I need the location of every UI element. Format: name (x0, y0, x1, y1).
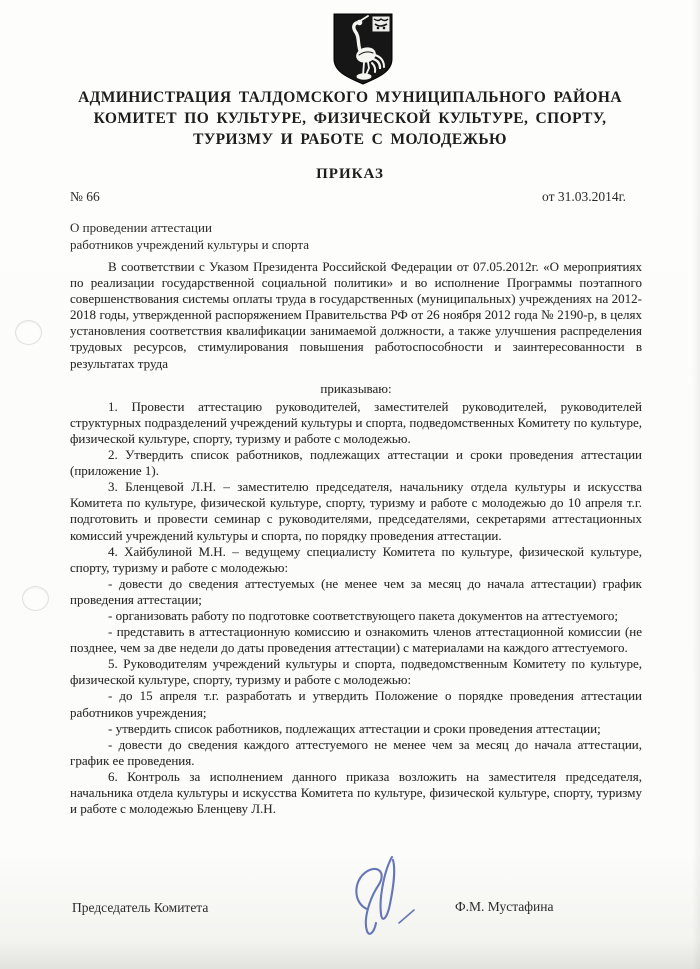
coat-of-arms-icon (333, 13, 393, 85)
order-subitem: - организовать работу по подготовке соответствующего пакета документов на аттестуемого; (108, 607, 619, 623)
subject-line-2: работников учреждений культуры и спорта (70, 237, 309, 252)
order-body (70, 259, 642, 817)
organization-header (0, 87, 700, 150)
signature-name: Ф.М. Мустафина (455, 899, 554, 914)
canton-crest (372, 16, 390, 32)
hole-punch-top (15, 320, 42, 345)
signature-role: Председатель Комитета (72, 900, 209, 915)
order-item: 5. Руководителям учреждений культуры и спорта, подведомственным Комитету по культуре, физической культуре, спорту, туризму и работе с молодежью: (70, 656, 642, 688)
order-number-row (70, 189, 626, 205)
order-subitem: - довести до сведения аттестуемых (не менее чем за месяц до начала аттестации) график проведения аттестации; (70, 575, 642, 607)
subject-line-1: О проведении аттестации (70, 220, 212, 235)
order-item: 1. Провести аттестацию руководителей, заместителей руководителей, руководителей структурных подразделений учреждений культуры и спорта, подведомственных Комитету по культуре, физической культуре, спорту, туризму и работе с молодежью. (70, 398, 642, 446)
decree-word: приказываю: (320, 380, 392, 396)
header-line-1: АДМИНИСТРАЦИЯ ТАЛДОМСКОГО МУНИЦИПАЛЬНОГО РАЙОНА (78, 89, 622, 106)
preamble-paragraph: В соответствии с Указом Президента Российской Федерации от 07.05.2012г. «О мероприятиях по реализации государственной социальной политики» и во исполнение Программы поэтапного совершенствования системы оплаты труда в государственных (муниципальных) учреждениях на 2012-2018 годы, утвержденной распоряжением Правительства РФ от 26 ноября 2012 года № 2190-р, в целях установления соответствия квалификации занимаемой должности, а также улучшения распределения трудовых ресурсов, стимулирования повышения работоспособности и заинтересованности в результатах труда (70, 259, 642, 371)
header-line-2: КОМИТЕТ ПО КУЛЬТУРЕ, ФИЗИЧЕСКОЙ КУЛЬТУРЕ, СПОРТУ, (93, 110, 607, 127)
order-subitem: - до 15 апреля т.г. разработать и утвердить Положение о порядке проведения аттестации работников учреждения; (70, 688, 642, 720)
order-subject (70, 219, 490, 253)
order-subitem: - представить в аттестационную комиссию и ознакомить членов аттестационной комиссии (не позднее, чем за две недели до даты проведения аттестации) с материалами на каждого аттестуемого. (70, 624, 642, 656)
order-item: 3. Бленцевой Л.Н. – заместителю председателя, начальнику отдела культуры и искусства Комитета по культуре, физической культуре, спорту, туризму и работе с молодежью до 10 апреля т.г. подготовить и провести семинар с руководителями, председателями, секретарями аттестационных комиссий учреждений культуры и спорта, по порядку проведения аттестации. (70, 479, 642, 543)
order-title: ПРИКАЗ (316, 166, 384, 182)
header-line-3: ТУРИЗМУ И РАБОТЕ С МОЛОДЕЖЬЮ (193, 131, 507, 148)
order-subitem: - довести до сведения каждого аттестуемого не менее чем за месяц до начала аттестации, график ее проведения. (70, 736, 642, 768)
order-subitem: - утвердить список работников, подлежащих аттестации и сроки проведения аттестации; (108, 720, 601, 736)
order-item: 2. Утвердить список работников, подлежащих аттестации и сроки проведения аттестации (приложение 1). (70, 447, 642, 479)
order-item: 6. Контроль за исполнением данного приказа возложить на заместителя председателя, начальника отдела культуры и искусства Комитета по культуре, физической культуре, спорту, туризму и работе с молодежью Бленцеву Л.Н. (70, 768, 642, 817)
order-number: № 66 (70, 189, 100, 204)
scan-edge-shadow (692, 0, 700, 969)
order-item: 4. Хайбулиной М.Н. – ведущему специалисту Комитета по культуре, физической культуре, спорту, туризму и работе с молодежью: (70, 543, 642, 575)
hole-punch-bottom (22, 586, 49, 611)
order-date: от 31.03.2014г. (542, 189, 626, 204)
signature-scribble-icon (345, 851, 445, 947)
